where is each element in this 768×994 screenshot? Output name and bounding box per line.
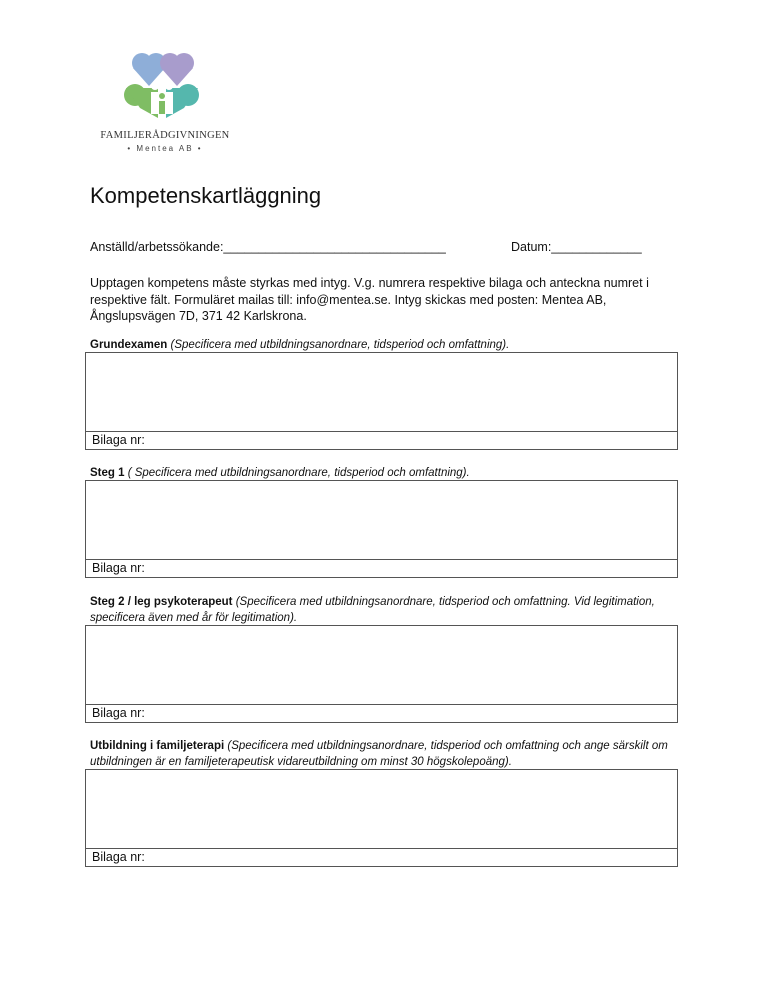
date-label: Datum: bbox=[511, 240, 552, 254]
section-input-steg1[interactable] bbox=[85, 480, 678, 578]
employee-field[interactable] bbox=[90, 240, 446, 254]
section-heading-steg2 bbox=[90, 594, 690, 626]
date-input-line[interactable]: _____________ bbox=[551, 240, 642, 254]
employee-input-line[interactable]: ________________________________ bbox=[223, 240, 446, 254]
section-heading-familjeterapi bbox=[90, 738, 690, 770]
bilaga-field[interactable]: Bilaga nr: bbox=[86, 848, 677, 866]
employee-label: Anställd/arbetssökande: bbox=[90, 240, 224, 254]
section-note: ( Specificera med utbildningsanordnare, tidsperiod och omfattning). bbox=[124, 467, 470, 479]
section-heading-steg1 bbox=[90, 465, 690, 481]
family-hearts-logo-icon bbox=[122, 50, 207, 125]
logo-subtitle: • Mentea AB • bbox=[127, 144, 203, 153]
section-input-steg2[interactable] bbox=[85, 625, 678, 723]
section-title: Grundexamen bbox=[90, 339, 168, 351]
section-title: Utbildning i familjeterapi bbox=[90, 740, 225, 752]
section-input-grundexamen[interactable] bbox=[85, 352, 678, 450]
logo bbox=[100, 50, 230, 155]
section-note: (Specificera med utbildningsanordnare, tidsperiod och omfattning och ange särskilt om utbildningen är en familjeterapeutisk vidareutbildning om minst 30 högskolepoäng). bbox=[90, 740, 668, 768]
date-field[interactable] bbox=[511, 240, 642, 254]
section-note: (Specificera med utbildningsanordnare, tidsperiod och omfattning). bbox=[167, 339, 510, 351]
section-title: Steg 2 / leg psykoterapeut bbox=[90, 596, 233, 608]
bilaga-field[interactable]: Bilaga nr: bbox=[86, 704, 677, 722]
page-title: Kompetenskartläggning bbox=[90, 183, 322, 208]
bilaga-field[interactable]: Bilaga nr: bbox=[86, 559, 677, 577]
section-input-familjeterapi[interactable] bbox=[85, 769, 678, 867]
logo-name: FAMILJERÅDGIVNINGEN bbox=[100, 130, 230, 141]
instructions-text: Upptagen kompetens måste styrkas med intyg. V.g. numrera respektive bilaga och anteckna numret i respektive fält. Formuläret mailas till: info@mentea.se. Intyg skickas med posten: Mentea AB, Ångslupsvägen 7D, 371 42 Karlskrona. bbox=[90, 276, 649, 323]
section-note: (Specificera med utbildningsanordnare, tidsperiod och omfattning. Vid legitimation, specificera även med år för legitimation). bbox=[90, 596, 655, 624]
section-heading-grundexamen bbox=[90, 337, 690, 353]
bilaga-field[interactable]: Bilaga nr: bbox=[86, 431, 677, 449]
section-title: Steg 1 bbox=[90, 467, 125, 479]
